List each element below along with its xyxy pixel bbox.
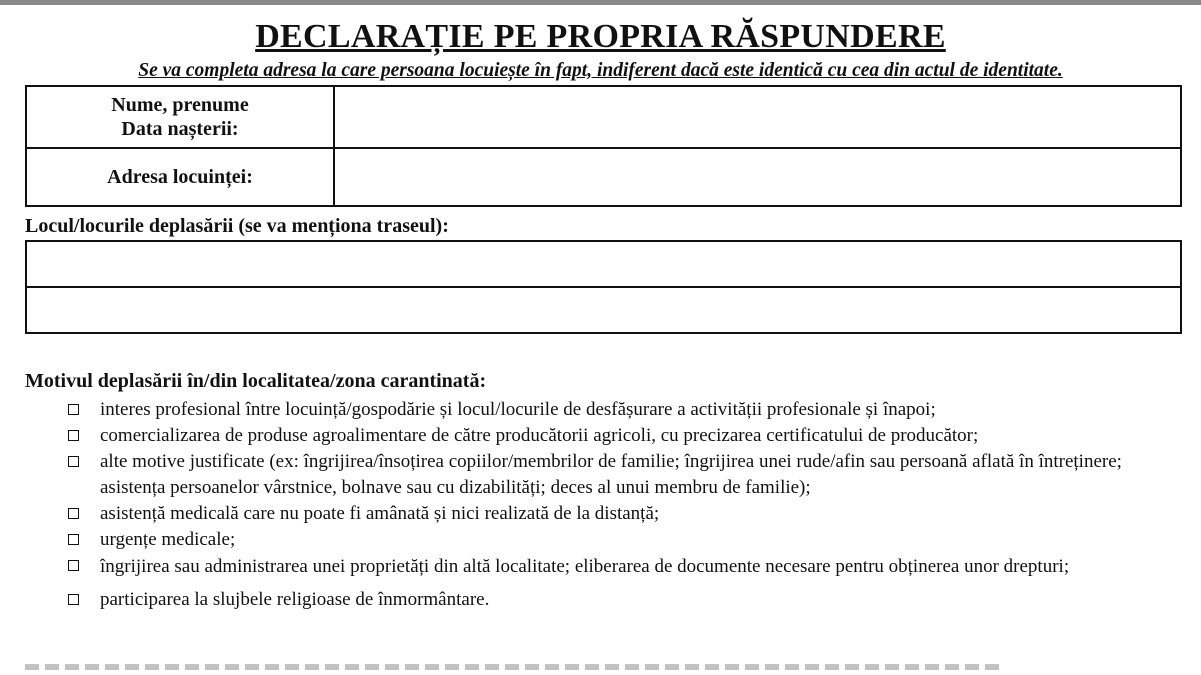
reason-text: interes profesional între locuință/gospodărie și locul/locurile de desfășurare a activității profesionale și înapoi; — [100, 399, 936, 420]
birthdate-label: Data nașterii: — [121, 118, 239, 140]
checkbox-icon[interactable] — [68, 560, 79, 571]
checkbox-icon[interactable] — [68, 508, 79, 519]
address-row — [27, 149, 1180, 205]
name-birthdate-field[interactable] — [335, 87, 1180, 147]
reason-text: îngrijirea sau administrarea unei proprietăți din altă localitate; eliberarea de documente necesare pentru obținerea unor drepturi; — [100, 556, 1070, 577]
checkbox-icon[interactable] — [68, 404, 79, 415]
reasons-label: Motivul deplasării în/din localitatea/zona carantinată: — [25, 370, 487, 392]
checkbox-icon[interactable] — [68, 534, 79, 545]
address-field[interactable] — [335, 149, 1180, 205]
cut-off-text-line — [25, 664, 1005, 670]
route-table — [25, 240, 1182, 334]
name-row — [27, 87, 1180, 149]
reason-item-medical-emergency — [66, 527, 1191, 553]
reason-text: urgențe medicale; — [100, 529, 236, 550]
route-field-1[interactable] — [27, 242, 1180, 288]
reason-item-agri-trade — [66, 423, 1191, 449]
reasons-list — [66, 397, 1191, 613]
reason-text: alte motive justificate (ex: îngrijirea/însoțirea copiilor/membrilor de familie; îngrijirea unei rude/afin sau persoană aflată în întreținere; asistența persoanelor vârstnice, bolnave sau cu dizabilități; deces al unui membru de familie); — [100, 451, 1122, 498]
name-birthdate-label — [27, 87, 335, 147]
name-label: Nume, prenume — [111, 94, 249, 116]
reason-item-professional — [66, 397, 1191, 423]
checkbox-icon[interactable] — [68, 456, 79, 467]
window-top-border — [0, 0, 1201, 5]
page-title: DECLARAȚIE PE PROPRIA RĂSPUNDERE — [255, 18, 946, 55]
reason-text: comercializarea de produse agroalimentare de către producătorii agricoli, cu precizarea certificatului de producător; — [100, 425, 979, 446]
address-label-text: Adresa locuinței: — [107, 166, 253, 188]
reason-item-funeral — [66, 587, 1191, 613]
reason-text: asistență medicală care nu poate fi amânată și nici realizată de la distanță; — [100, 503, 660, 524]
route-label: Locul/locurile deplasării (se va menționa traseul): — [25, 215, 449, 237]
identity-table — [25, 85, 1182, 207]
reason-text: participarea la slujbele religioase de înmormântare. — [100, 589, 490, 610]
route-field-2[interactable] — [27, 288, 1180, 332]
page-subtitle: Se va completa adresa la care persoana locuiește în fapt, indiferent dacă este identică cu cea din actul de identitate. — [138, 60, 1063, 81]
reason-item-medical-care — [66, 501, 1191, 527]
checkbox-icon[interactable] — [68, 430, 79, 441]
address-label — [27, 149, 335, 205]
reason-item-property — [66, 553, 1191, 581]
reason-item-other-justified — [66, 449, 1191, 501]
checkbox-icon[interactable] — [68, 594, 79, 605]
